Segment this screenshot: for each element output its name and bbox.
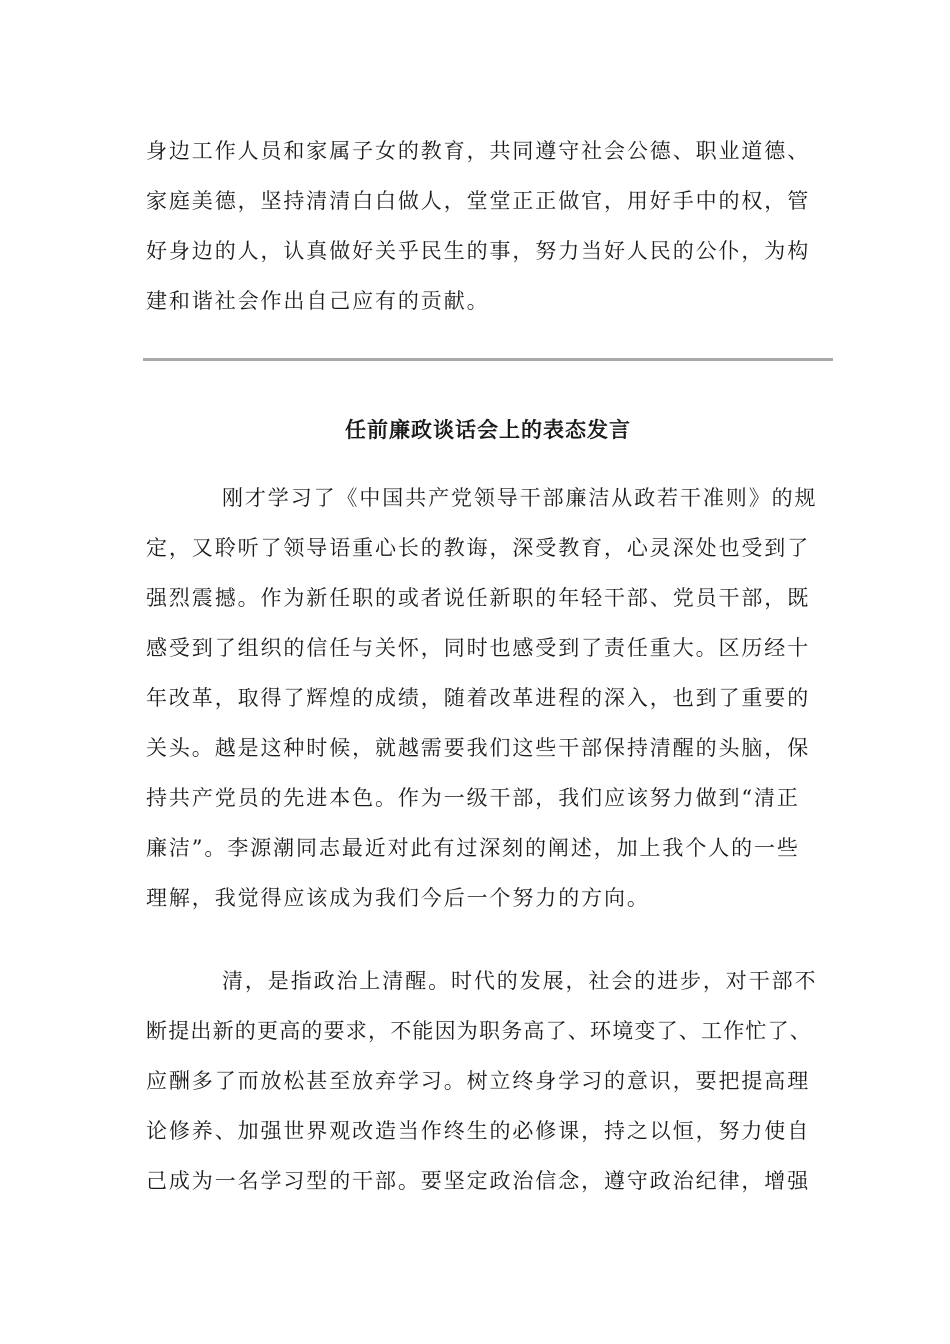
text-line: 年改革，取得了辉煌的成绩，随着改革进程的深入，也到了重要的 (146, 686, 811, 710)
text-line: 家庭美德，坚持清清白白做人，堂堂正正做官，用好手中的权，管 (146, 189, 811, 213)
text-line: 理解，我觉得应该成为我们今后一个努力的方向。 (146, 886, 650, 910)
article-title: 任前廉政谈话会上的表态发言 (345, 418, 631, 442)
text-line: 建和谐社会作出自己应有的贡献。 (146, 289, 490, 313)
text-line: 感受到了组织的信任与关怀，同时也感受到了责任重大。区历经十 (146, 636, 811, 660)
text-line: 定，又聆听了领导语重心长的教诲，深受教育，心灵深处也受到了 (146, 536, 811, 560)
text-line: 廉洁”。李源潮同志最近对此有过深刻的阐述，加上我个人的一些 (146, 836, 800, 860)
text-line: 清，是指政治上清醒。时代的发展，社会的进步，对干部不 (222, 969, 818, 993)
text-line: 应酬多了而放松甚至放弃学习。树立终身学习的意识，要把提高理 (146, 1069, 811, 1093)
text-line: 论修养、加强世界观改造当作终生的必修课，持之以恒，努力使自 (146, 1119, 811, 1143)
text-line: 持共产党员的先进本色。作为一级干部，我们应该努力做到“清正 (146, 786, 800, 810)
text-line: 断提出新的更高的要求，不能因为职务高了、环境变了、工作忙了、 (146, 1019, 812, 1043)
text-line: 己成为一名学习型的干部。要坚定政治信念，遵守政治纪律，增强 (146, 1169, 811, 1193)
text-line: 强烈震撼。作为新任职的或者说任新职的年轻干部、党员干部，既 (146, 586, 811, 610)
text-line: 身边工作人员和家属子女的教育，共同遵守社会公德、职业道德、 (146, 139, 811, 163)
text-line: 刚才学习了《中国共产党领导干部廉洁从政若干准则》的规 (222, 486, 818, 510)
text-line: 好身边的人，认真做好关乎民生的事，努力当好人民的公仆，为构 (146, 239, 811, 263)
text-line: 关头。越是这种时候，就越需要我们这些干部保持清醒的头脑，保 (146, 736, 811, 760)
section-divider (143, 358, 833, 361)
